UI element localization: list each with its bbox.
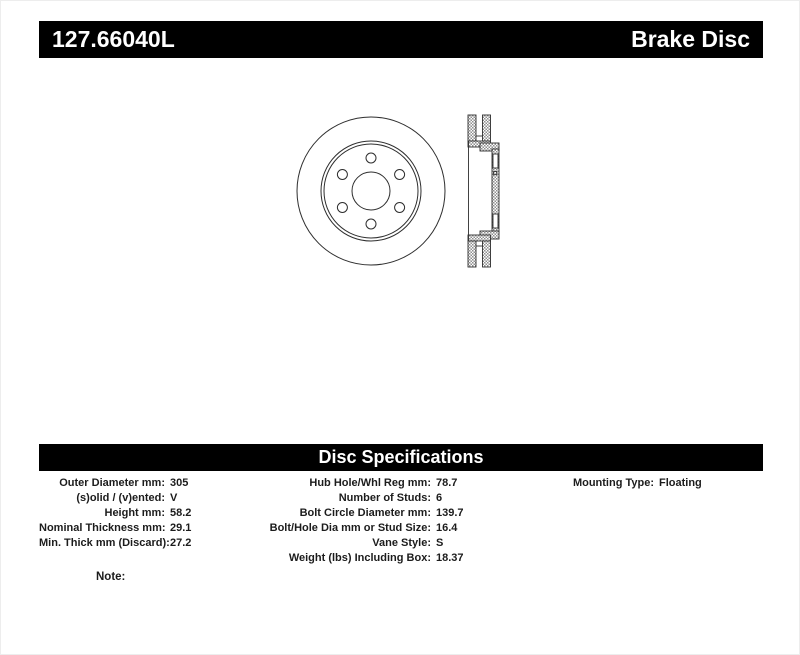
spec-label: Bolt/Hole Dia mm or Stud Size: bbox=[269, 522, 431, 534]
stud-hole bbox=[395, 170, 405, 180]
spec-label: Mounting Type: bbox=[572, 477, 654, 489]
spec-row-weight bbox=[249, 551, 549, 566]
spec-value: V bbox=[170, 492, 178, 504]
section-plate bbox=[468, 115, 476, 141]
spec-column-middle bbox=[249, 476, 549, 566]
technical-drawing bbox=[284, 99, 518, 278]
spec-value: Floating bbox=[659, 477, 702, 489]
spec-row-min-thickness bbox=[39, 536, 269, 551]
spec-label: Hub Hole/Whl Reg mm: bbox=[309, 477, 431, 489]
spec-label: Outer Diameter mm: bbox=[59, 477, 165, 489]
spec-row-bolt-hole-dia bbox=[249, 521, 549, 536]
spec-label: Vane Style: bbox=[372, 537, 431, 549]
spec-label: (s)olid / (v)ented: bbox=[76, 492, 165, 504]
spec-value: 6 bbox=[436, 492, 443, 504]
spec-row-hub-hole bbox=[249, 476, 549, 491]
hat-outer-ring bbox=[321, 141, 421, 241]
stud-hole bbox=[337, 170, 347, 180]
spec-row-mounting-type bbox=[561, 476, 761, 491]
spec-row-number-of-studs bbox=[249, 491, 549, 506]
section-plate bbox=[483, 241, 491, 267]
spec-row-vane-style bbox=[249, 536, 549, 551]
spec-label: Min. Thick mm (Discard): bbox=[39, 537, 170, 549]
header-bar bbox=[39, 21, 763, 58]
spec-column-left bbox=[39, 476, 269, 551]
spec-value: 29.1 bbox=[170, 522, 192, 534]
spec-row-outer-diameter bbox=[39, 476, 269, 491]
spec-value: 18.37 bbox=[436, 552, 464, 564]
spec-value: 78.7 bbox=[436, 477, 458, 489]
spec-value: 139.7 bbox=[436, 507, 464, 519]
spec-value: 305 bbox=[170, 477, 189, 489]
section-plate bbox=[468, 241, 476, 267]
hat-inner-ring bbox=[324, 144, 418, 238]
note-label: Note: bbox=[96, 571, 126, 583]
spec-label: Nominal Thickness mm: bbox=[39, 522, 166, 534]
hub-center-hole bbox=[352, 172, 390, 210]
section-band bbox=[468, 235, 491, 241]
spec-row-nominal-thickness bbox=[39, 521, 269, 536]
spec-section-title: Disc Specifications bbox=[318, 447, 484, 467]
spec-value: S bbox=[436, 537, 444, 549]
part-number: 127.66040L bbox=[52, 26, 175, 52]
spec-column-right bbox=[561, 476, 761, 491]
stud-hole bbox=[395, 203, 405, 213]
section-plate bbox=[483, 115, 491, 141]
spec-label: Number of Studs: bbox=[338, 492, 431, 504]
stud-hole bbox=[366, 153, 376, 163]
spec-label: Height mm: bbox=[104, 507, 165, 519]
brake-disc-cross-section-icon bbox=[468, 115, 499, 267]
brake-disc-front-view-icon bbox=[297, 117, 445, 265]
stud-hole bbox=[337, 203, 347, 213]
section-stud-slot bbox=[493, 154, 498, 168]
spec-row-height bbox=[39, 506, 269, 521]
section-detail-mark bbox=[494, 172, 497, 175]
spec-label: Weight (lbs) Including Box: bbox=[288, 552, 431, 564]
spec-section-header bbox=[39, 444, 763, 471]
section-stud-slot bbox=[493, 214, 498, 228]
disc-outer-edge bbox=[297, 117, 445, 265]
spec-row-bolt-circle-diameter bbox=[249, 506, 549, 521]
product-type-title: Brake Disc bbox=[631, 26, 750, 52]
spec-value: 16.4 bbox=[436, 522, 458, 534]
spec-value: 58.2 bbox=[170, 507, 192, 519]
stud-hole bbox=[366, 219, 376, 229]
spec-label: Bolt Circle Diameter mm: bbox=[299, 507, 431, 519]
spec-value: 27.2 bbox=[170, 537, 192, 549]
spec-row-solid-vented bbox=[39, 491, 269, 506]
